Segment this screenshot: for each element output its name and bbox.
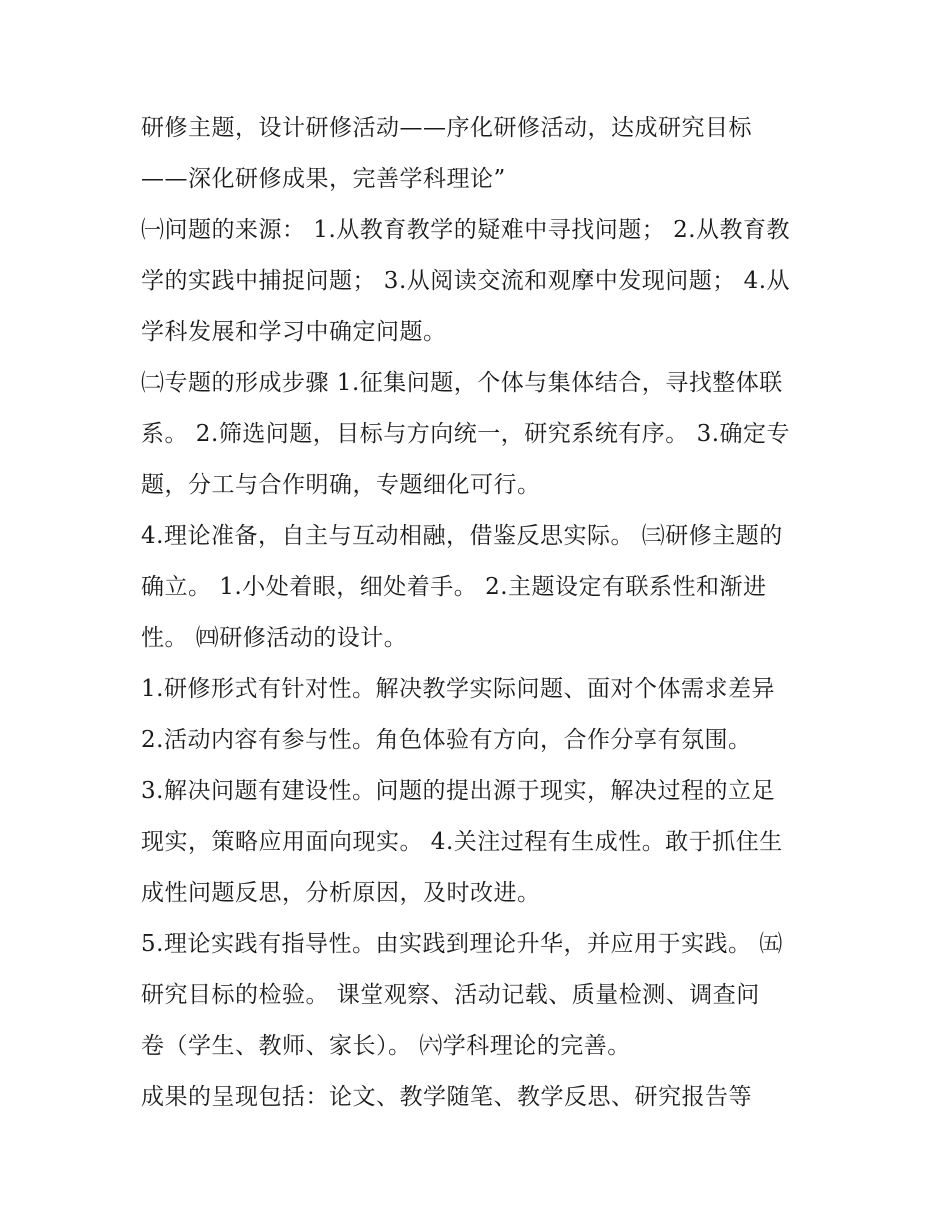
text-line-10: 确立。 1.小处着眼，细处着手。 2.主题设定有联系性和渐进	[141, 574, 767, 600]
text-line-9: 4.理论准备，自主与互动相融，借鉴反思实际。 ㈢研修主题的	[141, 523, 783, 549]
text-line-6: ㈡专题的形成步骤 1.征集问题，个体与集体结合，寻找整体联	[141, 370, 783, 396]
text-line-11: 性。 ㈣研修活动的设计。	[141, 625, 408, 651]
text-line-14: 3.解决问题有建设性。问题的提出源于现实，解决过程的立足	[141, 778, 775, 804]
text-line-13: 2.活动内容有参与性。角色体验有方向，合作分享有氛围。	[141, 727, 752, 753]
text-line-18: 研究目标的检验。 课堂观察、活动记载、质量检测、调查问	[141, 982, 760, 1008]
text-line-17: 5.理论实践有指导性。由实践到理论升华，并应用于实践。 ㈤	[141, 931, 783, 957]
text-line-5: 学科发展和学习中确定问题。	[141, 319, 447, 345]
text-line-20: 成果的呈现包括：论文、教学随笔、教学反思、研究报告等	[141, 1084, 752, 1110]
text-line-12: 1.研修形式有针对性。解决教学实际问题、面对个体需求差异	[141, 676, 775, 702]
text-line-15: 现实，策略应用面向现实。 4.关注过程有生成性。敢于抓住生	[141, 829, 783, 855]
text-line-16: 成性问题反思，分析原因，及时改进。	[141, 880, 541, 906]
text-line-7: 系。 2.筛选问题，目标与方向统一，研究系统有序。 3.确定专	[141, 421, 791, 447]
text-line-3: ㈠问题的来源： 1.从教育教学的疑难中寻找问题； 2.从教育教	[141, 217, 791, 243]
text-line-8: 题，分工与合作明确，专题细化可行。	[141, 472, 541, 498]
text-line-19: 卷（学生、教师、家长）。 ㈥学科理论的完善。	[141, 1033, 631, 1059]
text-line-2: ——深化研修成果，完善学科理论”	[141, 166, 506, 192]
text-line-4: 学的实践中捕捉问题； 3.从阅读交流和观摩中发现问题； 4.从	[141, 268, 791, 294]
text-line-1: 研修主题，设计研修活动——序化研修活动，达成研究目标	[141, 115, 752, 141]
body-text	[141, 103, 821, 1123]
